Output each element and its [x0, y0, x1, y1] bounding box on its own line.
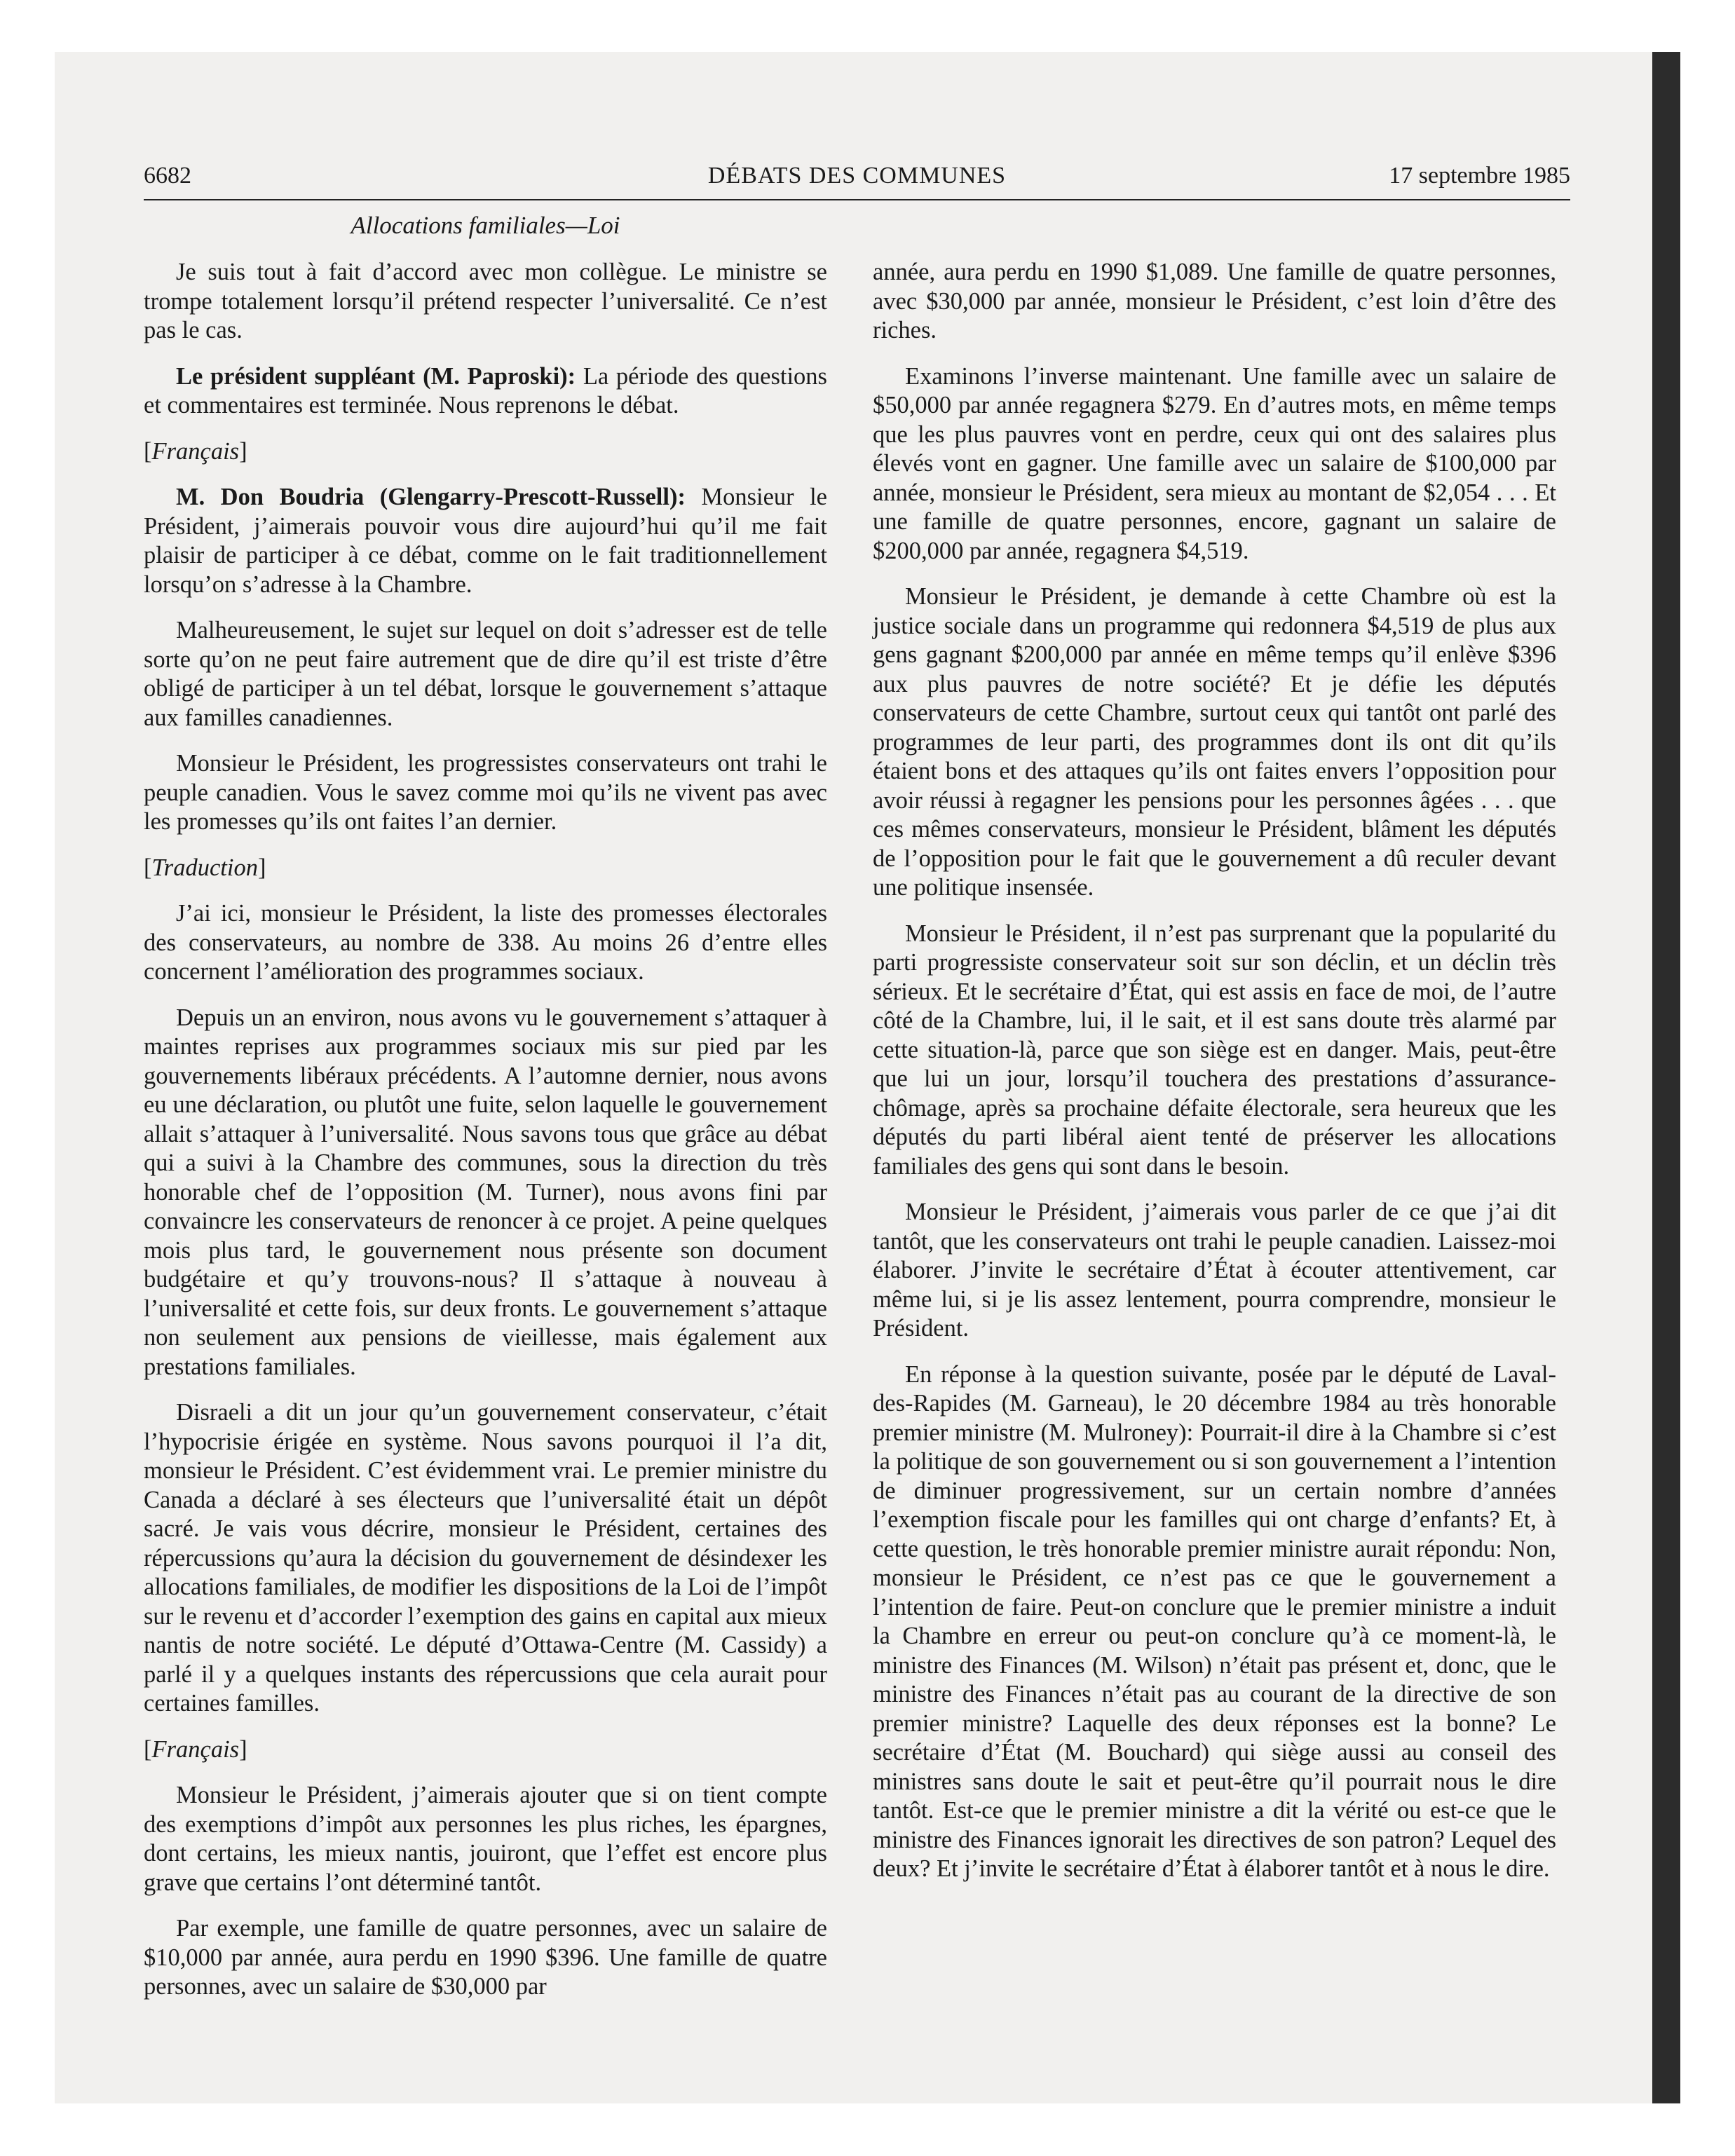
- paragraph: Monsieur le Président, j’aimerais vous parler de ce que j’ai dit tantôt, que les conservateurs ont trahi le peuple canadien. Laissez-moi élaborer. J’invite le secrétaire d’État à écouter attentivement, car même lui, si je lis assez lentement, pourra comprendre, monsieur le Président.: [873, 1199, 1556, 1342]
- page-number: 6682: [144, 163, 191, 189]
- paragraph: En réponse à la question suivante, posée par le député de Laval-des-Rapides (M. Garneau), le 20 décembre 1984 au très honorable premier ministre (M. Mulroney): Pourrait-il dire à la Chambre si c’est la politique de son gouvernement ou si son gouvernement a l’intention de diminuer progressivement, sur un certain nombre d’années l’exemption fiscale pour les familles qui ont charge d’enfants? Et, à cette question, le très honorable premier ministre aurait répondu: Non, monsieur le Président, ce n’est pas ce que le gouvernement a l’intention de faire. Peut-on conclure que le premier ministre a induit la Chambre en erreur ou peut-on conclure qu’à ce moment-là, le ministre des Finances (M. Wilson) n’était pas présent et, donc, que le ministre des Finances n’était pas au courant de la directive de son premier ministre? Laquelle des deux réponses est la bonne? Le secrétaire d’État (M. Bouchard) qui siège aussi au conseil des ministres sans doute le sait et peut-être qu’il pourrait nous le dire tantôt. Est-ce que le premier ministre a dit la vérité ou est-ce que le ministre des Finances ignorait les directives de son patron? Lequel des deux? Et j’invite le secrétaire d’État à élaborer tantôt et à nous le dire.: [873, 1360, 1556, 1882]
- speech-text: La période des questions et commentaires est terminée. Nous reprenons le débat.: [144, 362, 827, 418]
- paragraph: Depuis un an environ, nous avons vu le gouvernement s’attaquer à maintes reprises aux programmes sociaux mis sur pied par les gouvernements libéraux précédents. A l’automne dernier, nous avons eu une déclaration, ou plutôt une fuite, selon laquelle le gouvernement allait s’attaquer à l’universalité. Nous savons tous que grâce au débat qui a suivi à la Chambre des communes, sous la direction du très honorable chef de l’opposition (M. Turner), nous avons fini par convaincre les conservateurs de renoncer à ce projet. A peine quelques mois plus tard, le gouvernement nous présente son document budgétaire et qu’y trouvons-nous? Il s’attaque à nouveau à l’universalité et cette fois, sur deux fronts. Le gouvernement s’attaque non seulement aux pensions de vieillesse, mais également aux prestations familiales.: [144, 1004, 827, 1380]
- section-subhead: Allocations familiales—Loi: [351, 212, 620, 239]
- language-marker: [Traduction]: [144, 854, 266, 881]
- paragraph: Disraeli a dit un jour qu’un gouvernement conservateur, c’était l’hypocrisie érigée en système. Nous savons pourquoi il l’a dit, monsieur le Président. C’est évidemment vrai. Le premier ministre du Canada a déclaré à ses électeurs que l’universalité était un dépôt sacré. Je vais vous décrire, monsieur le Président, certaines des répercussions qu’aura la décision du gouvernement de désindexer les allocations familiales, de modifier les dispositions de la Loi de l’impôt sur le revenu et d’accorder l’exemption des gains en capital aux mieux nantis de notre société. Le député d’Ottawa-Centre (M. Cassidy) a parlé il y a quelques instants des répercussions que cela aurait pour certaines familles.: [144, 1399, 827, 1717]
- paragraph: Examinons l’inverse maintenant. Une famille avec un salaire de $50,000 par année regagnera $279. En d’autres mots, en même temps que les plus pauvres vont en perdre, ceux qui ont des salaires plus élevés vont en gagner. Une famille avec un salaire de $100,000 par année, monsieur le Président, sera mieux au montant de $2,054 . . . Et une famille de quatre personnes, encore, gagnant un salaire de $200,000 par année, regagnera $4,519.: [873, 362, 1556, 564]
- paragraph: Malheureusement, le sujet sur lequel on doit s’adresser est de telle sorte qu’on ne peut faire autrement que de dire qu’il est triste d’être obligé de participer à un tel débat, lorsque le gouvernement s’attaque aux familles canadiennes.: [144, 617, 827, 731]
- paragraph: [144, 483, 827, 599]
- speech-text: Monsieur le Président, j’aimerais pouvoir vous dire aujourd’hui qu’il me fait plaisir de participer à ce débat, comme on le fait traditionnellement lorsqu’on s’adresse à la Chambre.: [144, 484, 827, 598]
- right-column: [873, 258, 1556, 1901]
- paragraph: Je suis tout à fait d’accord avec mon collègue. Le ministre se trompe totalement lorsqu’il prétend respecter l’universalité. Ce n’est pas le cas.: [144, 259, 827, 343]
- language-marker-label: Traduction: [151, 854, 258, 881]
- left-column: [144, 258, 827, 2019]
- page-header: [144, 163, 1570, 200]
- language-marker-label: Français: [151, 437, 240, 465]
- paragraph: année, aura perdu en 1990 $1,089. Une famille de quatre personnes, avec $30,000 par année, monsieur le Président, c’est loin d’être des riches.: [873, 259, 1556, 343]
- language-marker: [Français]: [144, 437, 247, 465]
- publication-title: DÉBATS DES COMMUNES: [707, 163, 1007, 189]
- publication-date: 17 septembre 1985: [1389, 163, 1570, 189]
- paragraph: J’ai ici, monsieur le Président, la liste des promesses électorales des conservateurs, au nombre de 338. Au moins 26 d’entre elles concernent l’amélioration des programmes sociaux.: [144, 900, 827, 985]
- paragraph: Monsieur le Président, j’aimerais ajouter que si on tient compte des exemptions d’impôt aux personnes les plus riches, les épargnes, dont certains, les mieux nantis, jouiront, que l’effet est encore plus grave que certains l’ont déterminé tantôt.: [144, 1782, 827, 1896]
- paragraph: Monsieur le Président, les progressistes conservateurs ont trahi le peuple canadien. Vous le savez comme moi qu’ils ne vivent pas avec les promesses qu’ils ont faites l’an dernier.: [144, 750, 827, 835]
- paragraph: Par exemple, une famille de quatre personnes, avec un salaire de $10,000 par année, aura perdu en 1990 $396. Une famille de quatre personnes, avec un salaire de $30,000 par: [144, 1915, 827, 2000]
- paragraph: Monsieur le Président, il n’est pas surprenant que la popularité du parti progressiste conservateur soit sur son déclin, et un déclin très sérieux. Et le secrétaire d’État, qui est assis en face de moi, de l’autre côté de la Chambre, lui, il le sait, et il est sans doute très alarmé par cette situation-là, parce que son siège est en danger. Mais, peut-être que lui un jour, lorsqu’il touchera des prestations d’assurance-chômage, après sa prochaine défaite électorale, sera heureux que les députés du parti libéral aient tenté de préserver les allocations familiales des gens qui sont dans le besoin.: [873, 920, 1556, 1180]
- paragraph: Monsieur le Président, je demande à cette Chambre où est la justice sociale dans un programme qui redonnera $4,519 de plus aux gens gagnant $200,000 par année en même temps qu’il enlève $396 aux plus pauvres de notre société? Et je défie les députés conservateurs de cette Chambre, surtout ceux qui tantôt ont parlé des programmes de leur parti, des programmes dont ils ont dit qu’ils étaient bons et des attaques qu’ils ont faites envers l’opposition pour avoir réussi à regagner les pensions pour les personnes âgées . . . que ces mêmes conservateurs, monsieur le Président, blâment les députés de l’opposition pour le fait que le gouvernement a dû reculer devant une politique insensée.: [873, 583, 1556, 901]
- scan-edge-shadow: [1652, 52, 1680, 2103]
- speaker-name: Le président suppléant (M. Paproski):: [176, 362, 576, 390]
- language-marker: [Français]: [144, 1735, 247, 1763]
- speaker-name: M. Don Boudria (Glengarry-Prescott-Russell):: [176, 484, 686, 510]
- paragraph: [144, 362, 827, 421]
- language-marker-label: Français: [151, 1735, 240, 1763]
